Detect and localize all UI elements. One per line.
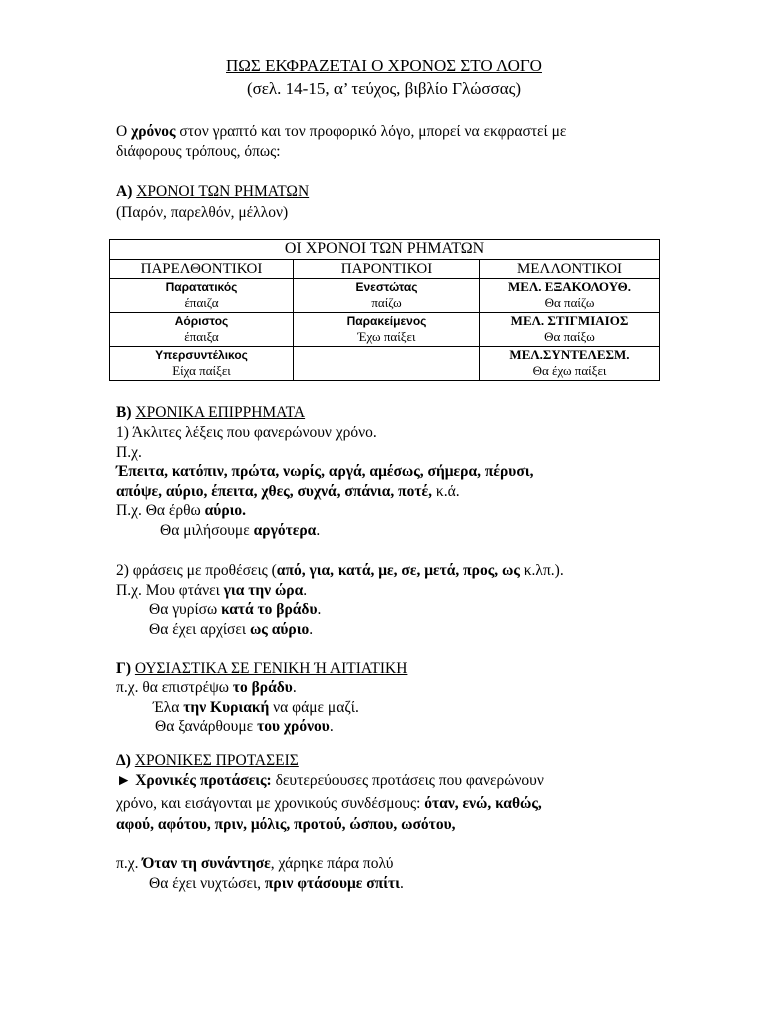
tense-example: παίζω bbox=[371, 295, 402, 310]
table-header: ΠΑΡΕΛΘΟΝΤΙΚΟΙ bbox=[110, 260, 294, 279]
tense-example: Έχω παίξει bbox=[357, 329, 416, 344]
adverbs-list-2: απόψε, αύριο, έπειτα, χθες, συχνά, σπάνια, ποτέ, κ.ά. bbox=[116, 483, 460, 500]
table-row bbox=[110, 347, 660, 381]
section-d-heading: Δ) ΧΡΟΝΙΚΕΣ ΠΡΟΤΑΣΕΙΣ bbox=[116, 752, 299, 769]
section-c-heading: Γ) ΟΥΣΙΑΣΤΙΚΑ ΣΕ ΓΕΝΙΚΗ Ή ΑΙΤΙΑΤΙΚΗ bbox=[116, 660, 408, 677]
page-subtitle: (σελ. 14-15, α’ τεύχος, βιβλίο Γλώσσας) bbox=[246, 79, 522, 98]
section-a-heading: Α) ΧΡΟΝΟΙ ΤΩΝ ΡΗΜΑΤΩΝ bbox=[116, 183, 310, 200]
table-caption: ΟΙ ΧΡΟΝΟΙ ΤΩΝ ΡΗΜΑΤΩΝ bbox=[110, 240, 660, 260]
example-line: Θα ξανάρθουμε του χρόνου. bbox=[155, 718, 334, 735]
arrow-icon: ► bbox=[116, 772, 132, 789]
intro-line-1: Ο χρόνος στον γραπτό και τον προφορικό λόγο, μπορεί να εκφραστεί με bbox=[116, 123, 567, 140]
tense-example: Θα έχω παίξει bbox=[532, 363, 607, 378]
tense-name: ΜΕΛ.ΣΥΝΤΕΛΕΣΜ. bbox=[509, 347, 630, 362]
tense-name: Παρατατικός bbox=[165, 280, 238, 294]
example-line: Έλα την Κυριακή να φάμε μαζί. bbox=[153, 699, 359, 716]
tense-example: έπαιζα bbox=[184, 295, 219, 310]
adverbs-list-1: Έπειτα, κατόπιν, πρώτα, νωρίς, αργά, αμέσως, σήμερα, πέρυσι, bbox=[116, 463, 534, 480]
tense-example: Είχα παίξει bbox=[172, 363, 231, 378]
tense-name: Υπερσυντέλικος bbox=[155, 348, 248, 362]
example-line: Θα γυρίσω κατά το βράδυ. bbox=[149, 601, 322, 618]
tense-name: Παρακείμενος bbox=[346, 314, 427, 328]
table-row bbox=[110, 279, 660, 313]
section-b-px: Π.χ. bbox=[116, 444, 142, 461]
table-row bbox=[110, 313, 660, 347]
example-line: Π.χ. Θα έρθω αύριο. bbox=[116, 502, 247, 519]
tense-name: Ενεστώτας bbox=[355, 280, 418, 294]
example-line: Θα μιλήσουμε αργότερα. bbox=[160, 522, 321, 539]
verb-tenses-table bbox=[109, 239, 660, 381]
tense-example: Θα παίζω bbox=[544, 295, 595, 310]
example-line: π.χ. Όταν τη συνάντησε, χάρηκε πάρα πολύ bbox=[116, 855, 394, 872]
tense-name: ΜΕΛ. ΕΞΑΚΟΛΟΥΘ. bbox=[508, 279, 631, 294]
definition-line-2: χρόνο, και εισάγονται με χρονικούς συνδέσμους: όταν, ενώ, καθώς, bbox=[116, 795, 542, 812]
section-b-heading: Β) ΧΡΟΝΙΚΑ ΕΠΙΡΡΗΜΑΤΑ bbox=[116, 404, 306, 421]
definition-line-3: αφού, αφότου, πριν, μόλις, προτού, ώσπου, ωσότου, bbox=[116, 816, 456, 833]
section-a-sub: (Παρόν, παρελθόν, μέλλον) bbox=[116, 204, 289, 221]
section-b-p2: 2) φράσεις με προθέσεις (από, για, κατά, με, σε, μετά, προς, ως κ.λπ.). bbox=[116, 562, 564, 579]
page-title: ΠΩΣ ΕΚΦΡΑΖΕΤΑΙ Ο ΧΡΟΝΟΣ ΣΤΟ ΛΟΓΟ bbox=[226, 56, 542, 75]
definition-line-1: ► Χρονικές προτάσεις: δευτερεύουσες προτάσεις που φανερώνουν bbox=[116, 772, 544, 789]
section-b-p1: 1) Άκλιτες λέξεις που φανερώνουν χρόνο. bbox=[116, 424, 377, 441]
tense-name: ΜΕΛ. ΣΤΙΓΜΙΑΙΟΣ bbox=[510, 313, 629, 328]
tense-example: έπαιξα bbox=[184, 329, 219, 344]
example-line: π.χ. θα επιστρέψω το βράδυ. bbox=[116, 679, 297, 696]
intro-line-2: διάφορους τρόπους, όπως: bbox=[116, 143, 281, 160]
example-line: Θα έχει αρχίσει ως αύριο. bbox=[149, 621, 314, 638]
table-header: ΜΕΛΛΟΝΤΙΚΟΙ bbox=[480, 260, 660, 279]
example-line: Π.χ. Μου φτάνει για την ώρα. bbox=[116, 582, 308, 599]
table-header: ΠΑΡΟΝΤΙΚΟΙ bbox=[294, 260, 480, 279]
tense-example: Θα παίξω bbox=[544, 329, 595, 344]
example-line: Θα έχει νυχτώσει, πριν φτάσουμε σπίτι. bbox=[149, 875, 404, 892]
tense-name: Αόριστος bbox=[174, 314, 229, 328]
